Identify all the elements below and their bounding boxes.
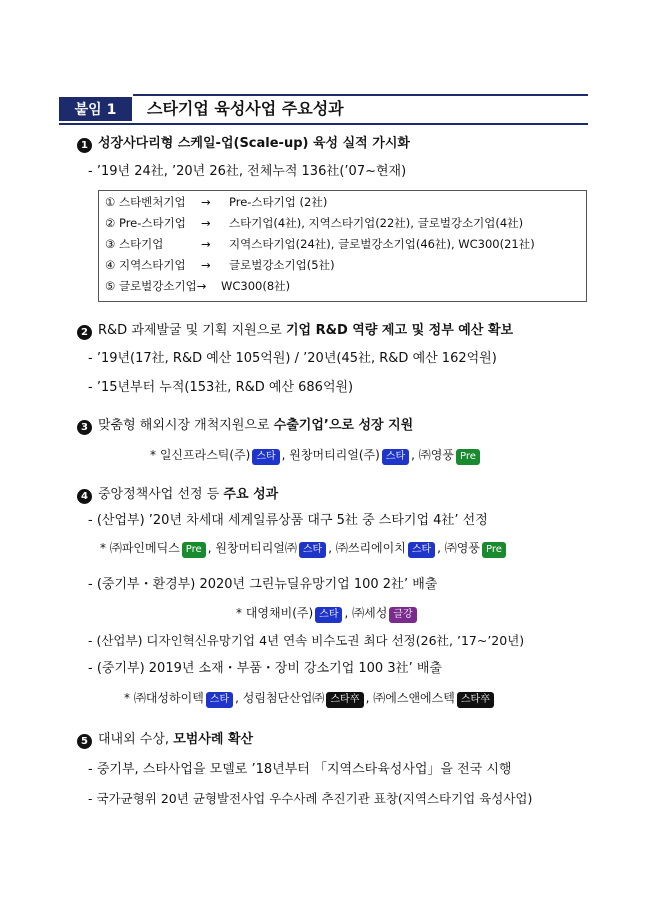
section-4-item: - (산업부) 디자인혁신유망기업 4년 연속 비수도권 최다 선정(26社, ’17~’20년) [88,633,525,648]
growth-to: 지역스타기업(24社), 글로벌강소기업(46社), WC300(21社) [229,237,535,251]
star-badge: 스타 [408,542,435,558]
company-name: ㈜파인메딕스 [109,541,180,555]
growth-from: ③ 스타기업 [105,237,164,251]
section-title-emphasis: 수출기업’으로 성장 지원 [273,418,414,433]
star-badge: 스타 [299,542,326,558]
growth-row [105,216,523,231]
section-5-item: - 국가균형위 20년 균형발전사업 우수사례 추진기관 표창(지역스타기업 육성사업) [88,791,533,806]
note-bullet: * [100,541,106,555]
section-title-emphasis: 기업 R&D 역량 제고 및 정부 예산 확보 [285,323,514,338]
section-4-note [124,689,496,708]
section-number: 4 [77,489,92,504]
growth-to: 글로벌강소기업(5社) [229,258,335,272]
company-name: , 원창머티리얼(주) [281,448,380,462]
company-name: ㈜대성하이텍 [133,691,204,705]
growth-path-box [98,190,587,302]
arrow-icon: → [201,216,211,230]
company-name: , ㈜에스앤에스텍 [365,691,455,705]
growth-to: Pre-스타기업 (2社) [229,195,328,209]
growth-to: WC300(8社) [221,279,291,293]
global-badge: 글강 [389,607,416,623]
growth-row [105,258,335,273]
section-title: 대내외 수상, [98,732,174,747]
section-title: 중앙정책사업 선정 등 [98,487,224,502]
section-1-heading [77,135,410,153]
growth-from: ④ 지역스타기업 [105,258,186,272]
star-badge: 스타 [382,449,409,465]
note-bullet: * [236,606,242,620]
header-top-rule [133,94,588,96]
company-name: , 원창머티리얼㈜ [207,541,297,555]
arrow-icon: → [201,258,211,272]
section-4-item: - (중기부・환경부) 2020년 그린뉴딜유망기업 100 2社’ 배출 [88,577,438,592]
section-5-heading [77,731,253,749]
growth-row [105,237,535,252]
company-name: , ㈜쓰리에이치 [328,541,406,555]
graduate-badge: 스타卒 [457,692,494,708]
star-badge: 스타 [252,449,279,465]
graduate-badge: 스타卒 [326,692,363,708]
pre-badge: Pre [182,542,206,558]
note-bullet: * [150,448,156,462]
section-2-item: - ’19년(17社, R&D 예산 105억원) / ’20년(45社, R&D 예산 162억원) [88,351,497,366]
section-4-note [236,604,419,623]
arrow-icon: → [201,237,211,251]
attachment-tag: 붙임 1 [59,97,132,121]
section-4-note [100,539,508,558]
section-3-heading [77,417,413,435]
pre-badge: Pre [482,542,506,558]
growth-to: 스타기업(4社), 지역스타기업(22社), 글로벌강소기업(4社) [229,216,524,230]
section-3-note [150,446,482,465]
section-title: R&D 과제발굴 및 기획 지원으로 [98,323,286,338]
section-2-item: - ’15년부터 누적(153社, R&D 예산 686억원) [88,380,354,395]
pre-badge: Pre [456,449,480,465]
section-1-item: - ’19년 24社, ’20년 26社, 전체누적 136社(’07~현재) [88,164,407,179]
section-4-heading [77,486,278,504]
star-badge: 스타 [315,607,342,623]
section-number: 1 [77,138,92,153]
growth-from: ② Pre-스타기업 [105,216,186,230]
section-title: 성장사다리형 스케일-업(Scale-up) 육성 실적 가시화 [98,136,410,151]
company-name: 대영채비(주) [245,606,314,620]
section-title: 맞춤형 해외시장 개척지원으로 [98,418,274,433]
arrow-icon: → [201,195,211,209]
section-number: 3 [77,420,92,435]
growth-from: ① 스타벤처기업 [105,195,186,209]
section-title-emphasis: 주요 성과 [223,487,279,502]
header-bottom-rule [59,123,588,125]
growth-from: ⑤ 글로벌강소기업→ [105,279,207,293]
section-number: 2 [77,325,92,340]
page-title: 스타기업 육성사업 주요성과 [147,99,344,118]
company-name: 일신프라스틱(주) [159,448,251,462]
section-title-emphasis: 모범사례 확산 [173,732,254,747]
growth-row [105,195,327,210]
company-name: , 성림첨단산업㈜ [235,691,325,705]
section-5-item: - 중기부, 스타사업을 모델로 ’18년부터 「지역스타육성사업」을 전국 시행 [88,762,512,777]
growth-row [105,279,290,294]
section-4-item: - (산업부) ’20년 차세대 세계일류상품 대구 5社 중 스타기업 4社’ 선정 [88,513,488,528]
section-4-item: - (중기부) 2019년 소재・부품・장비 강소기업 100 3社’ 배출 [88,661,442,676]
section-number: 5 [77,734,92,749]
section-2-heading [77,322,513,340]
note-bullet: * [124,691,130,705]
company-name: , ㈜세성 [344,606,388,620]
star-badge: 스타 [206,692,233,708]
company-name: , ㈜영풍 [437,541,480,555]
company-name: , ㈜영풍 [411,448,454,462]
